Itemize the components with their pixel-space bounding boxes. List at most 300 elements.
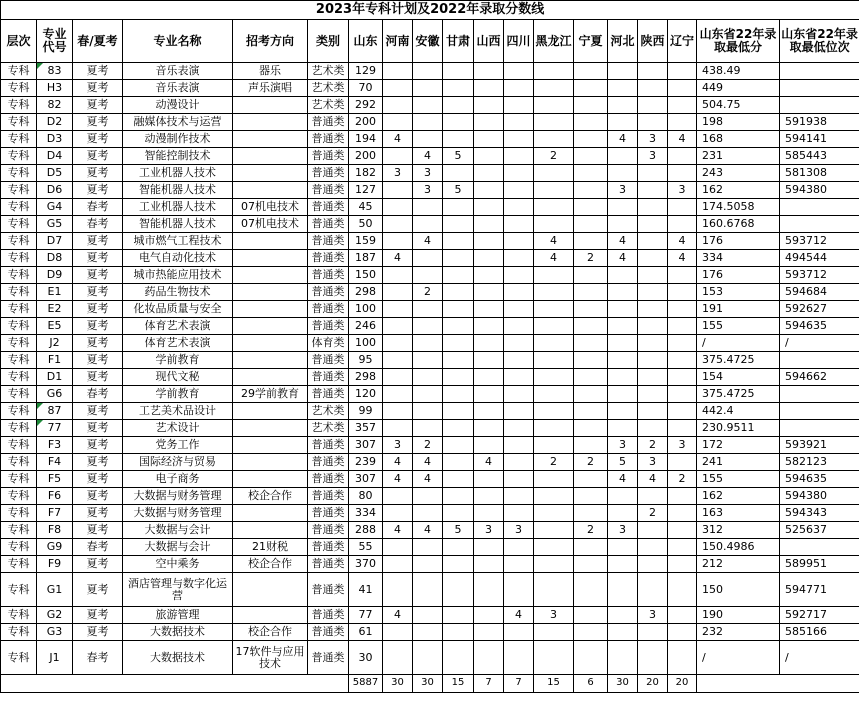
table-cell: 4 [608,250,638,267]
table-cell [504,199,534,216]
table-cell: 专科 [1,488,37,505]
table-cell: 187 [349,250,383,267]
table-cell: 504.75 [697,97,780,114]
table-cell [474,352,504,369]
table-cell [574,63,608,80]
table-cell: D9 [37,267,73,284]
table-cell [413,199,443,216]
table-cell [668,624,697,641]
table-cell [233,165,308,182]
table-cell [574,165,608,182]
table-cell: 594635 [780,471,859,488]
total-cell: 20 [638,675,668,693]
table-cell [443,369,474,386]
table-cell [574,641,608,675]
table-cell: 城市热能应用技术 [123,267,233,284]
table-cell: 普通类 [308,437,349,454]
table-cell: 99 [349,403,383,420]
table-cell: 普通类 [308,182,349,199]
table-cell [638,556,668,573]
table-cell: 普通类 [308,386,349,403]
table-cell: E1 [37,284,73,301]
table-cell: 4 [413,522,443,539]
table-cell: 375.4725 [697,386,780,403]
table-cell: 夏考 [73,301,123,318]
table-cell [413,318,443,335]
table-cell: 594684 [780,284,859,301]
table-cell [574,488,608,505]
table-cell [668,199,697,216]
table-cell [504,114,534,131]
table-cell: 艺术类 [308,97,349,114]
table-cell: 专科 [1,573,37,607]
table-cell [504,216,534,233]
table-cell: 82 [37,97,73,114]
table-cell: 专科 [1,539,37,556]
table-cell: 夏考 [73,488,123,505]
table-cell: 夏考 [73,454,123,471]
table-cell [443,352,474,369]
table-cell: 夏考 [73,505,123,522]
table-cell: 专科 [1,403,37,420]
table-cell: 594380 [780,488,859,505]
table-cell [574,420,608,437]
table-cell: 夏考 [73,267,123,284]
table-cell [534,301,574,318]
table-cell [608,403,638,420]
table-cell: 3 [504,522,534,539]
table-cell [780,352,859,369]
table-cell: 春考 [73,216,123,233]
table-cell [638,182,668,199]
table-cell: 工业机器人技术 [123,165,233,182]
table-row [1,250,859,267]
table-cell: 普通类 [308,573,349,607]
table-row [1,369,859,386]
table-cell: 2 [413,284,443,301]
table-cell: 3 [608,182,638,199]
table-cell: 校企合作 [233,488,308,505]
table-cell [233,301,308,318]
table-cell [383,369,413,386]
table-cell [383,488,413,505]
column-header: 安徽 [413,20,443,63]
table-cell [638,199,668,216]
table-cell [443,216,474,233]
table-cell [413,97,443,114]
totals-spacer [1,675,349,693]
table-cell [413,216,443,233]
table-cell [413,556,443,573]
table-cell [574,403,608,420]
table-cell: 163 [697,505,780,522]
table-cell [534,352,574,369]
total-cell: 6 [574,675,608,693]
table-cell [383,284,413,301]
table-cell: 专科 [1,505,37,522]
table-cell: 普通类 [308,165,349,182]
table-cell: 3 [638,131,668,148]
table-cell: 电子商务 [123,471,233,488]
table-cell [574,80,608,97]
table-cell [383,556,413,573]
table-cell: 2 [534,148,574,165]
table-cell [534,318,574,335]
table-row [1,437,859,454]
column-header: 辽宁 [668,20,697,63]
table-row [1,131,859,148]
table-cell [443,250,474,267]
table-cell: 442.4 [697,403,780,420]
table-cell [638,420,668,437]
table-cell [608,369,638,386]
table-cell: 594141 [780,131,859,148]
table-cell [443,624,474,641]
table-cell: 2 [638,437,668,454]
table-cell [574,437,608,454]
table-cell: 3 [534,607,574,624]
table-cell: 普通类 [308,488,349,505]
table-cell: 243 [697,165,780,182]
table-cell: 190 [697,607,780,624]
table-cell: 127 [349,182,383,199]
table-cell: 4 [608,471,638,488]
table-cell [443,539,474,556]
column-header: 类别 [308,20,349,63]
table-cell [638,352,668,369]
table-row [1,488,859,505]
table-cell: D1 [37,369,73,386]
column-header: 河南 [383,20,413,63]
table-cell: G4 [37,199,73,216]
table-cell: 4 [383,471,413,488]
table-cell: 普通类 [308,454,349,471]
table-cell [233,284,308,301]
table-cell [504,420,534,437]
table-cell: 专科 [1,250,37,267]
table-row [1,573,859,607]
table-cell: E2 [37,301,73,318]
table-cell: 312 [697,522,780,539]
table-cell [668,641,697,675]
table-cell [608,301,638,318]
table-cell: 空中乘务 [123,556,233,573]
table-cell [534,63,574,80]
table-cell [383,352,413,369]
table-cell: 专科 [1,522,37,539]
table-cell: 160.6768 [697,216,780,233]
table-cell: 298 [349,284,383,301]
table-cell [638,233,668,250]
table-cell [413,488,443,505]
table-cell: D5 [37,165,73,182]
table-cell [504,233,534,250]
table-row [1,454,859,471]
table-cell [534,505,574,522]
table-row [1,471,859,488]
table-cell: 夏考 [73,624,123,641]
table-cell [233,607,308,624]
table-cell [383,216,413,233]
table-cell [780,420,859,437]
table-cell: 4 [413,148,443,165]
table-cell [638,80,668,97]
table-cell [534,556,574,573]
table-cell [504,369,534,386]
table-cell [474,403,504,420]
table-cell [638,335,668,352]
table-cell: 70 [349,80,383,97]
total-cell: 30 [383,675,413,693]
table-cell: 专科 [1,471,37,488]
table-row [1,267,859,284]
table-cell [504,267,534,284]
table-cell [608,97,638,114]
table-body [1,63,859,693]
table-cell: 夏考 [73,352,123,369]
table-cell [413,505,443,522]
table-cell [668,63,697,80]
column-header: 宁夏 [574,20,608,63]
table-cell [638,267,668,284]
table-cell: 230.9511 [697,420,780,437]
table-cell [574,97,608,114]
table-cell [638,488,668,505]
table-row [1,539,859,556]
table-cell: 150 [697,573,780,607]
table-row [1,114,859,131]
table-cell: 普通类 [308,522,349,539]
table-cell: 591938 [780,114,859,131]
table-cell: 592717 [780,607,859,624]
table-cell [574,624,608,641]
table-cell: 艺术设计 [123,420,233,437]
table-cell [668,301,697,318]
table-cell: 3 [638,454,668,471]
table-cell: 182 [349,165,383,182]
table-cell: 大数据技术 [123,624,233,641]
table-cell: 155 [697,471,780,488]
table-cell [574,471,608,488]
column-header: 山东省22年录取最低位次 [780,20,859,63]
table-cell: 夏考 [73,233,123,250]
table-cell: 172 [697,437,780,454]
table-cell: 77 [37,420,73,437]
table-cell [534,522,574,539]
table-cell: 旅游管理 [123,607,233,624]
table-cell [233,573,308,607]
table-cell: 3 [413,165,443,182]
table-cell [474,369,504,386]
table-cell: 体育艺术表演 [123,318,233,335]
table-cell: G3 [37,624,73,641]
table-cell [668,318,697,335]
table-cell: 2 [638,505,668,522]
table-cell: 07机电技术 [233,216,308,233]
total-cell: 7 [504,675,534,693]
table-cell [383,63,413,80]
table-cell: 589951 [780,556,859,573]
table-cell: 大数据与财务管理 [123,505,233,522]
table-row [1,556,859,573]
total-cell: 30 [413,675,443,693]
table-cell [233,148,308,165]
table-row [1,301,859,318]
table-cell: 专科 [1,607,37,624]
table-cell [443,641,474,675]
table-cell: 校企合作 [233,624,308,641]
table-cell: 449 [697,80,780,97]
table-cell [504,573,534,607]
table-cell [413,641,443,675]
table-cell: 129 [349,63,383,80]
table-cell: 334 [349,505,383,522]
table-cell [383,80,413,97]
table-cell: 5 [608,454,638,471]
table-cell: 582123 [780,454,859,471]
table-cell [504,386,534,403]
table-cell [504,318,534,335]
table-cell: 普通类 [308,233,349,250]
table-cell: 3 [638,148,668,165]
table-cell: 电气自动化技术 [123,250,233,267]
table-cell: 95 [349,352,383,369]
table-cell [638,216,668,233]
table-cell: 593921 [780,437,859,454]
column-header: 招考方向 [233,20,308,63]
table-cell: 动漫制作技术 [123,131,233,148]
table-cell: 智能控制技术 [123,148,233,165]
table-cell [443,420,474,437]
table-cell: F8 [37,522,73,539]
table-cell: 45 [349,199,383,216]
table-cell [574,267,608,284]
table-cell: 夏考 [73,369,123,386]
table-cell [608,573,638,607]
table-cell: 87 [37,403,73,420]
table-cell [608,607,638,624]
table-cell [534,114,574,131]
table-cell [474,556,504,573]
table-cell [574,199,608,216]
table-cell: 专科 [1,369,37,386]
table-cell [233,131,308,148]
table-cell: 专科 [1,352,37,369]
table-row [1,624,859,641]
table-cell: D8 [37,250,73,267]
table-cell [574,284,608,301]
table-cell: D3 [37,131,73,148]
table-cell: 41 [349,573,383,607]
table-row [1,607,859,624]
table-cell [668,80,697,97]
table-cell: 150.4986 [697,539,780,556]
table-cell: 198 [697,114,780,131]
table-cell [504,488,534,505]
table-cell [574,318,608,335]
table-cell: 594380 [780,182,859,199]
table-cell: 4 [668,233,697,250]
table-cell: 80 [349,488,383,505]
table-cell: 150 [349,267,383,284]
table-cell [233,182,308,199]
table-cell [413,386,443,403]
table-cell [668,165,697,182]
table-cell: 4 [383,454,413,471]
table-cell: G1 [37,573,73,607]
table-cell [233,420,308,437]
table-cell [474,488,504,505]
table-title: 2023年专科计划及2022年录取分数线 [1,1,859,20]
table-cell: 普通类 [308,301,349,318]
table-cell: 大数据与会计 [123,539,233,556]
column-header: 山东 [349,20,383,63]
table-cell [413,403,443,420]
table-cell: 夏考 [73,573,123,607]
table-cell: 4 [638,471,668,488]
table-cell: 体育类 [308,335,349,352]
table-cell: 普通类 [308,556,349,573]
table-cell: 专科 [1,335,37,352]
table-cell [443,607,474,624]
table-cell: 4 [608,233,638,250]
table-cell [504,505,534,522]
table-cell: 594662 [780,369,859,386]
table-cell: 普通类 [308,267,349,284]
table-cell: 191 [697,301,780,318]
table-cell: J2 [37,335,73,352]
table-cell: 普通类 [308,624,349,641]
table-cell [638,369,668,386]
table-cell [474,80,504,97]
table-cell [638,63,668,80]
table-cell [534,97,574,114]
table-cell [474,114,504,131]
table-cell: 594635 [780,318,859,335]
table-cell [233,505,308,522]
table-cell [443,301,474,318]
table-cell [638,624,668,641]
table-cell: 春考 [73,539,123,556]
table-cell: 159 [349,233,383,250]
table-cell [474,97,504,114]
table-cell [534,267,574,284]
table-cell [608,80,638,97]
table-cell: 3 [638,607,668,624]
table-cell: 334 [697,250,780,267]
table-cell: 大数据与会计 [123,522,233,539]
table-cell [413,335,443,352]
table-cell: 普通类 [308,607,349,624]
table-cell [474,216,504,233]
table-cell [443,556,474,573]
table-cell [504,624,534,641]
table-cell [574,352,608,369]
table-cell [534,369,574,386]
table-cell [474,624,504,641]
table-cell: 工业机器人技术 [123,199,233,216]
table-cell [574,607,608,624]
table-cell [504,403,534,420]
table-cell [383,148,413,165]
table-cell: 声乐演唱 [233,80,308,97]
table-cell [638,539,668,556]
table-cell [608,63,638,80]
table-cell: 专科 [1,301,37,318]
total-cell: 15 [534,675,574,693]
table-cell: 231 [697,148,780,165]
table-cell: 4 [383,250,413,267]
